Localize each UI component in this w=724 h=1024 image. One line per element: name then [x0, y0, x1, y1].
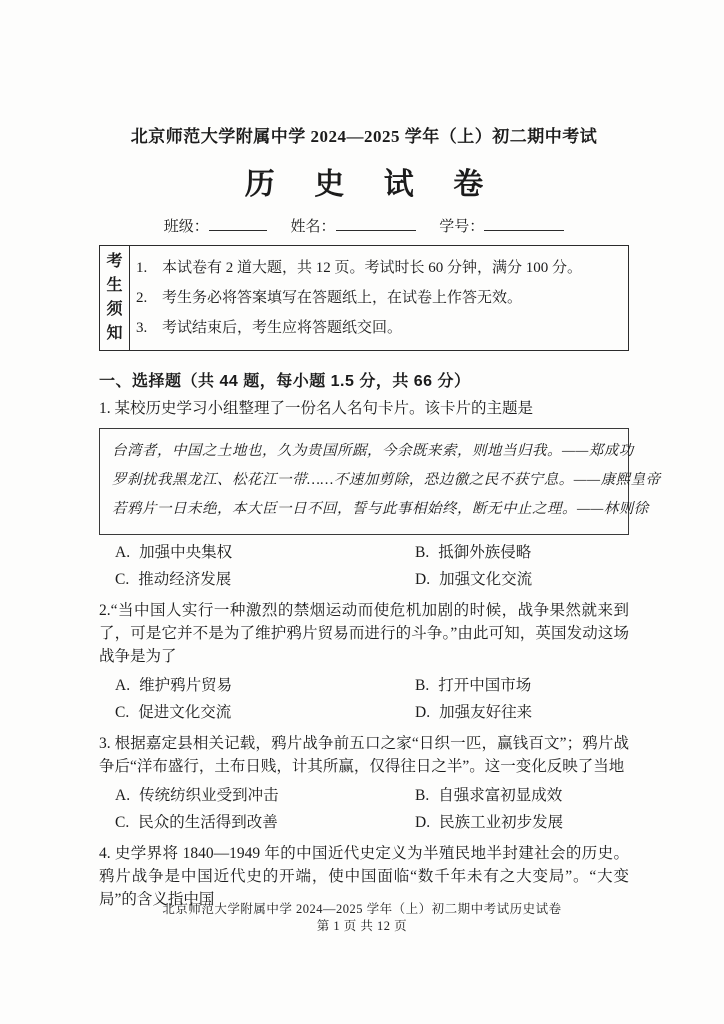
class-field [164, 215, 267, 236]
school-title: 北京师范大学附属中学 2024—2025 学年（上）初二期中考试 [130, 127, 598, 146]
option-text: 推动经济发展 [138, 571, 232, 588]
option-a [115, 539, 415, 566]
options-group [99, 539, 629, 593]
option-text: 维护鸦片贸易 [139, 677, 233, 694]
option-text: 抵御外族侵略 [438, 544, 532, 561]
name-blank [336, 217, 416, 231]
option-text: 加强友好往来 [439, 704, 533, 721]
option-label: D. [415, 704, 431, 721]
footer-page-number: 第 1 页 共 12 页 [316, 919, 408, 933]
option-text: 民众的生活得到改善 [138, 814, 278, 831]
section-heading: 一、选择题（共 44 题，每小题 1.5 分，共 66 分） [99, 373, 471, 390]
class-label: 班级： [163, 219, 209, 235]
name-label: 姓名： [290, 219, 336, 235]
paper-title: 历 史 试 卷 [244, 168, 500, 201]
option-label: B. [415, 787, 430, 804]
option-label: A. [115, 787, 131, 804]
option-text: 促进文化交流 [138, 704, 232, 721]
option-label: A. [115, 677, 131, 694]
quote-line: 台湾者，中国之土地也，久为贵国所踞，今余既来索，则地当归我。——郑成功 [112, 443, 634, 459]
notice-item-number: 3. [136, 320, 148, 336]
notice-item-number: 1. [136, 260, 148, 276]
question-stem: 2.“当中国人实行一种激烈的禁烟运动而使危机加剧的时候，战争果然就来到了，可是它并不是为了维护鸦片贸易而进行的斗争。”由此可知，英国发动这场战争是为了 [99, 602, 629, 665]
class-blank [209, 217, 267, 231]
option-c [115, 809, 415, 836]
option-b [415, 539, 629, 566]
option-d [415, 809, 629, 836]
options-group [99, 782, 629, 836]
option-c [115, 699, 415, 726]
option-text: 自强求富初显成效 [438, 787, 563, 804]
student-id-blank [484, 217, 564, 231]
option-text: 加强中央集权 [139, 544, 233, 561]
notice-item [136, 313, 620, 343]
quote-card [99, 428, 661, 535]
quote-line: 若鸦片一日未绝，本大臣一日不回，誓与此事相始终，断无中止之理。——林则徐 [112, 501, 649, 517]
question-stem: 3. 根据嘉定县相关记载，鸦片战争前五口之家“日织一匹，赢钱百文”；鸦片战争后“洋布盛行，土布日贱，计其所赢，仅得往日之半”。这一变化反映了当地 [99, 735, 629, 775]
option-text: 民族工业初步发展 [439, 814, 564, 831]
notice-side-text: 考生须知 [106, 253, 123, 342]
quote-line: 罗刹扰我黑龙江、松花江一带……不速加剪除，恐边徼之民不获宁息。——康熙皇帝 [112, 472, 661, 488]
options-group [99, 672, 629, 726]
question-3 [99, 732, 629, 836]
option-c [115, 566, 415, 593]
notice-item-number: 2. [136, 290, 148, 306]
student-id-field [439, 215, 564, 236]
page-content [99, 122, 661, 911]
notice-item-text: 本试卷有 2 道大题，共 12 页。考试时长 60 分钟，满分 100 分。 [162, 260, 583, 276]
option-a [115, 672, 415, 699]
name-field [290, 215, 415, 236]
notice-side-label [100, 246, 130, 350]
question-stem: 4. 史学界将 1840—1949 年的中国近代史定义为半殖民地半封建社会的历史。鸦片战争是中国近代史的开端，使中国面临“数千年未有之大变局”。“大变局”的含义指中国 [99, 845, 629, 908]
option-label: C. [115, 704, 130, 721]
option-d [415, 566, 629, 593]
notice-item [136, 283, 620, 313]
student-id-label: 学号： [439, 219, 485, 235]
student-info-row [99, 215, 629, 236]
question-2 [99, 599, 629, 726]
option-a [115, 782, 415, 809]
option-b [415, 672, 629, 699]
option-label: A. [115, 544, 131, 561]
question-stem: 1. 某校历史学习小组整理了一份名人名句卡片。该卡片的主题是 [99, 400, 534, 417]
option-label: D. [415, 571, 431, 588]
candidate-notice-box [99, 245, 629, 351]
option-text: 传统纺织业受到冲击 [139, 787, 279, 804]
question-1 [99, 397, 661, 593]
notice-item-text: 考生务必将答案填写在答题纸上，在试卷上作答无效。 [162, 290, 523, 306]
option-label: D. [415, 814, 431, 831]
notice-items [130, 246, 628, 350]
option-label: B. [415, 677, 430, 694]
option-d [415, 699, 629, 726]
notice-item [136, 253, 620, 283]
option-text: 加强文化交流 [439, 571, 533, 588]
option-b [415, 782, 629, 809]
notice-item-text: 考试结束后，考生应将答题纸交回。 [162, 320, 403, 336]
option-text: 打开中国市场 [438, 677, 532, 694]
footer-title: 北京师范大学附属中学 2024—2025 学年（上）初二期中考试历史试卷 [162, 902, 562, 916]
option-label: C. [115, 814, 130, 831]
option-label: B. [415, 544, 430, 561]
option-label: C. [115, 571, 130, 588]
page-footer [0, 901, 724, 935]
